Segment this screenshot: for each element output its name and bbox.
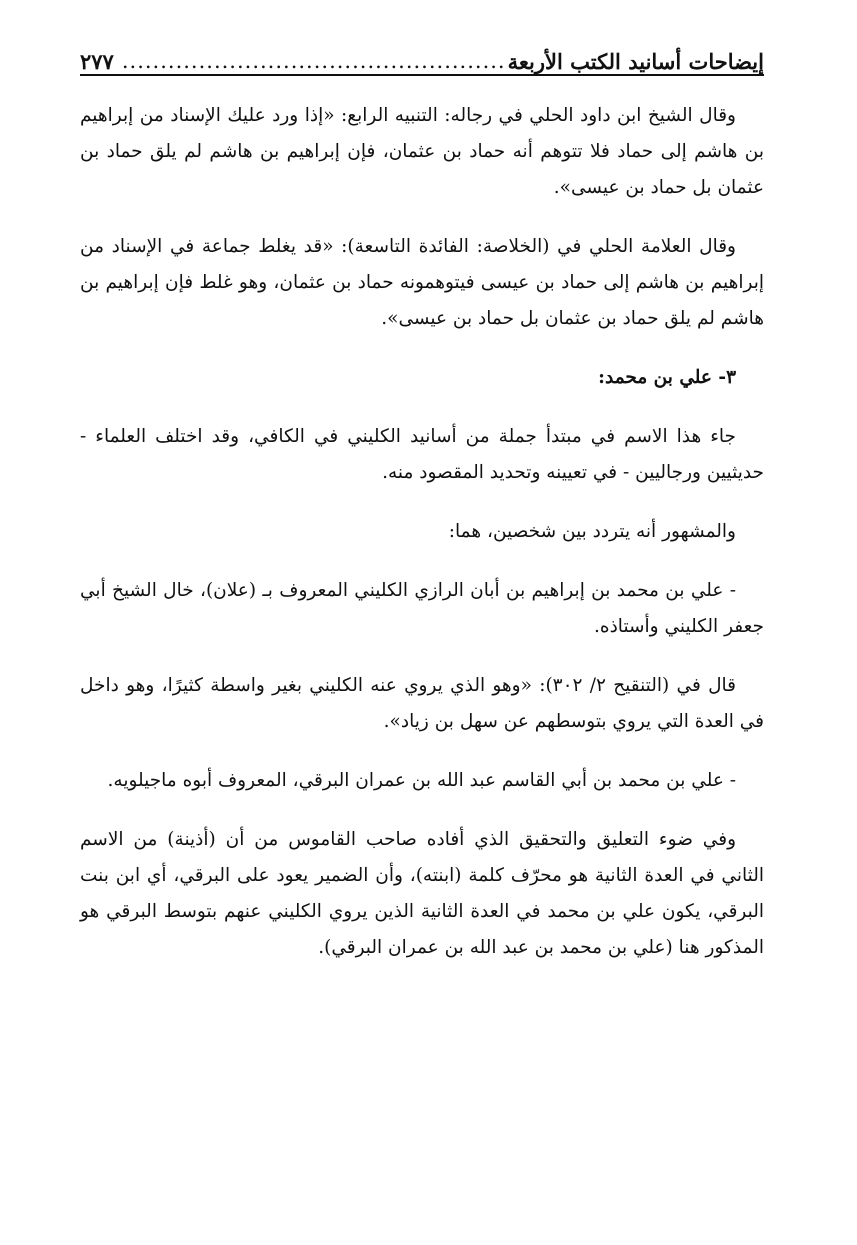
paragraph-allama-quote: وقال العلامة الحلي في (الخلاصة: الفائدة التاسعة): «قد يغلط جماعة في الإسناد من إبراهيم بن هاشم إلى حماد بن عيسى فيتوهمونه حماد بن عثمان، وهو غلط فإن إبراهيم بن هاشم لم يلق حماد بن عثمان بل حماد بن عيسى». bbox=[80, 236, 764, 329]
page-number: ٢٧٧ bbox=[80, 48, 114, 74]
book-page bbox=[80, 30, 764, 1220]
running-title bbox=[118, 49, 764, 74]
paragraph-name-intro: جاء هذا الاسم في مبتدأ جملة من أسانيد الكليني في الكافي، وقد اختلف العلماء - حديثيين ورجاليين - في تعيينه وتحديد المقصود منه. bbox=[80, 426, 764, 483]
paragraph-two-persons: والمشهور أنه يتردد بين شخصين، هما: bbox=[448, 521, 736, 542]
section-heading-ali-ibn-muhammad: ٣- علي بن محمد: bbox=[598, 367, 736, 388]
paragraph-qamus-conclusion: وفي ضوء التعليق والتحقيق الذي أفاده صاحب القاموس من أن (أذينة) من الاسم الثاني في العدة الثانية هو محرّف كلمة (ابنته)، وأن الضمير يعود على البرقي، أي ابن بنت البرقي، يكون علي بن محمد في العدة الثانية الذين يروي الكليني عنهم بتوسط البرقي هو المذكور هنا (علي بن محمد بن عبد الله بن عمران البرقي). bbox=[80, 829, 764, 958]
list-item-allan: - علي بن محمد بن إبراهيم بن أبان الرازي الكليني المعروف بـ (علان)، خال الشيخ أبي جعفر الكليني وأستاذه. bbox=[80, 580, 764, 637]
paragraph-tanqih-quote: قال في (التنقيح ٢/ ٣٠٢): «وهو الذي يروي عنه الكليني بغير واسطة كثيرًا، وهو داخل في العدة التي يروي بتوسطهم عن سهل بن زياد». bbox=[80, 675, 764, 732]
header-title: إيضاحات أسانيد الكتب الأربعة bbox=[507, 48, 764, 74]
paragraph-ibn-dawud-quote: وقال الشيخ ابن داود الحلي في رجاله: التنبيه الرابع: «إذا ورد عليك الإسناد من إبراهيم بن هاشم إلى حماد فلا تتوهم أنه حماد بن عثمان، فإن إبراهيم بن هاشم لم يلق حماد بن عثمان بل حماد بن عيسى». bbox=[80, 105, 764, 198]
header-leader-dots: .................................................. bbox=[121, 48, 506, 73]
running-header bbox=[80, 30, 764, 76]
page-body bbox=[80, 98, 764, 966]
list-item-barqi: - علي بن محمد بن أبي القاسم عبد الله بن عمران البرقي، المعروف أبوه ماجيلويه. bbox=[107, 770, 736, 791]
